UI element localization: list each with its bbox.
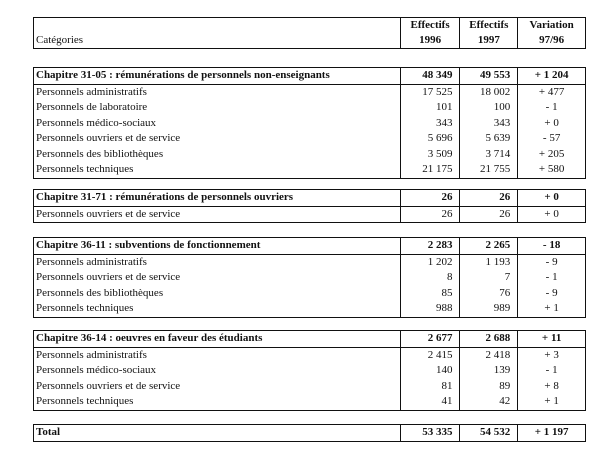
category-cell: Chapitre 36-14 : oeuvres en faveur des étudiants [36, 332, 263, 344]
value-1997-cell: 1 193 [459, 255, 517, 271]
variation-cell: - 18 [517, 238, 585, 254]
value-1997-cell: 21 755 [459, 162, 517, 178]
col-1996-label-2: 1996 [400, 33, 460, 48]
table-row [34, 116, 585, 132]
table-row [34, 379, 585, 395]
variation-cell: + 1 [517, 301, 585, 317]
value-1996-cell: 21 175 [400, 162, 460, 178]
value-1996-cell: 48 349 [400, 68, 460, 84]
variation-cell: + 580 [517, 162, 585, 178]
value-1996-cell: 26 [400, 190, 460, 206]
variation-cell: + 11 [517, 331, 585, 347]
col-1996-label-1: Effectifs [400, 18, 460, 33]
category-cell: Personnels techniques [36, 395, 134, 407]
variation-cell: - 9 [517, 286, 585, 302]
variation-cell: - 1 [517, 100, 585, 116]
category-cell: Personnels ouvriers et de service [36, 271, 181, 283]
table-row [34, 85, 585, 101]
categories-label: Catégories [36, 34, 84, 46]
category-cell: Chapitre 31-05 : rémunérations de personnels non-enseignants [36, 69, 330, 81]
value-1997-cell: 89 [459, 379, 517, 395]
total-variation: + 1 197 [517, 425, 585, 441]
value-1996-cell: 101 [400, 100, 460, 116]
value-1996-cell: 1 202 [400, 255, 460, 271]
value-1996-cell: 343 [400, 116, 460, 132]
value-1997-cell: 2 418 [459, 348, 517, 364]
category-cell: Personnels administratifs [36, 255, 147, 268]
category-cell: Personnels des bibliothèques [36, 286, 164, 299]
value-1997-cell: 989 [459, 301, 517, 317]
table-row [34, 363, 585, 379]
group-block [33, 189, 586, 223]
category-cell: Personnels techniques [36, 302, 134, 314]
category-cell: Personnels médico-sociaux [36, 116, 157, 129]
value-1997-cell: 100 [459, 100, 517, 116]
table-row [34, 162, 585, 178]
table-row [34, 394, 585, 410]
group-block [33, 330, 586, 411]
value-1996-cell: 85 [400, 286, 460, 302]
value-1996-cell: 2 283 [400, 238, 460, 254]
table-row [34, 255, 585, 271]
variation-cell: + 0 [517, 207, 585, 223]
value-1997-cell: 2 265 [459, 238, 517, 254]
chapter-row [34, 190, 585, 207]
value-1996-cell: 140 [400, 363, 460, 379]
table-row [34, 207, 585, 223]
variation-cell: + 205 [517, 147, 585, 163]
table-row [34, 147, 585, 163]
variation-cell: + 0 [517, 116, 585, 132]
table-row [34, 131, 585, 147]
variation-cell: - 57 [517, 131, 585, 147]
category-cell: Personnels ouvriers et de service [36, 207, 181, 220]
value-1997-cell: 26 [459, 190, 517, 206]
value-1996-cell: 41 [400, 394, 460, 410]
variation-cell: + 8 [517, 379, 585, 395]
value-1996-cell: 5 696 [400, 131, 460, 147]
value-1996-cell: 8 [400, 270, 460, 286]
variation-cell: - 1 [517, 363, 585, 379]
value-1997-cell: 18 002 [459, 85, 517, 101]
category-cell: Chapitre 36-11 : subventions de fonctionnement [36, 239, 261, 251]
value-1996-cell: 3 509 [400, 147, 460, 163]
variation-cell: - 9 [517, 255, 585, 271]
col-variation-label-1: Variation [517, 18, 585, 33]
value-1997-cell: 26 [459, 207, 517, 223]
value-1997-cell: 76 [459, 286, 517, 302]
category-cell: Personnels ouvriers et de service [36, 379, 181, 392]
value-1996-cell: 988 [400, 301, 460, 317]
group-block [33, 67, 586, 179]
table-row [34, 100, 585, 116]
value-1997-cell: 139 [459, 363, 517, 379]
chapter-row [34, 238, 585, 255]
category-cell: Personnels médico-sociaux [36, 364, 157, 376]
variation-cell: + 1 204 [517, 68, 585, 84]
table-header [33, 17, 586, 49]
total-1997: 54 532 [459, 425, 517, 441]
col-1997-label-2: 1997 [459, 33, 517, 48]
chapter-row [34, 68, 585, 85]
category-cell: Personnels techniques [36, 163, 134, 175]
total-1996: 53 335 [400, 425, 460, 441]
value-1997-cell: 49 553 [459, 68, 517, 84]
value-1996-cell: 81 [400, 379, 460, 395]
chapter-row [34, 331, 585, 348]
total-label: Total [36, 426, 61, 438]
value-1997-cell: 343 [459, 116, 517, 132]
table-row [34, 348, 585, 364]
table-row [34, 301, 585, 317]
value-1996-cell: 2 415 [400, 348, 460, 364]
variation-cell: - 1 [517, 270, 585, 286]
category-cell: Personnels administratifs [36, 348, 147, 361]
value-1997-cell: 42 [459, 394, 517, 410]
category-cell: Personnels des bibliothèques [36, 147, 164, 160]
variation-cell: + 0 [517, 190, 585, 206]
group-block [33, 237, 586, 318]
variation-cell: + 3 [517, 348, 585, 364]
table-row [34, 286, 585, 302]
col-variation-label-2: 97/96 [517, 33, 585, 48]
category-cell: Personnels ouvriers et de service [36, 132, 181, 144]
value-1996-cell: 26 [400, 207, 460, 223]
category-cell: Personnels administratifs [36, 85, 147, 98]
value-1997-cell: 2 688 [459, 331, 517, 347]
value-1996-cell: 2 677 [400, 331, 460, 347]
category-cell: Chapitre 31-71 : rémunérations de personnels ouvriers [36, 191, 294, 203]
value-1997-cell: 3 714 [459, 147, 517, 163]
value-1997-cell: 5 639 [459, 131, 517, 147]
variation-cell: + 477 [517, 85, 585, 101]
total-row [33, 424, 586, 442]
value-1996-cell: 17 525 [400, 85, 460, 101]
col-1997-label-1: Effectifs [459, 18, 517, 33]
variation-cell: + 1 [517, 394, 585, 410]
table-row [34, 270, 585, 286]
category-cell: Personnels de laboratoire [36, 101, 148, 113]
value-1997-cell: 7 [459, 270, 517, 286]
